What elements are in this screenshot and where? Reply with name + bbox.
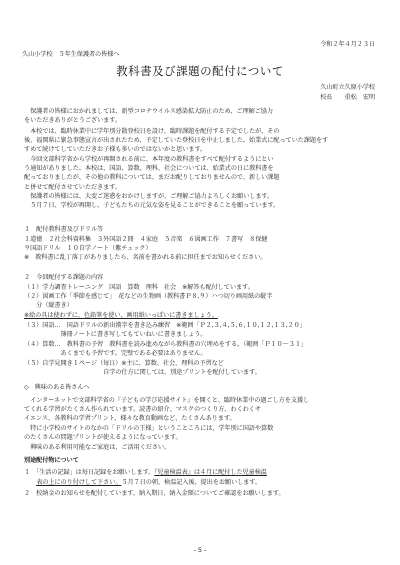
intro-line: 本校では、臨時休業中に学年別分散登校日を設け、臨時課題を配付する予定でしたが、その xyxy=(24,128,280,135)
list-item: （４）算数… 教科書の予習 教科書を読み進めながら教科書の穴埋めをする。（範囲「Ｐ１０～３１」 xyxy=(24,341,308,348)
list-item: 簿冊ノートに書き写してもていねいに書きましょう。 xyxy=(24,331,207,338)
list-item: あくまでも予習です。完璧である必要はありません。 xyxy=(24,350,207,357)
intro-line: 保護者の皆様には、大変ご迷惑をおかけしますが、ご理解ご協力よろしくお願いします。 xyxy=(24,193,274,200)
intro-line: すめて続けてしていただきお子様も多いのではないかと思います。 xyxy=(24,146,207,153)
list-item: （２）図画工作「季節を感じて」 花などの生物画（教科書Ｐ８,９）ハつ切り画用紙の縦半 xyxy=(24,293,273,300)
page-number: - 5 - xyxy=(193,546,207,554)
date: 令和２年４月２３日 xyxy=(320,41,375,48)
list-item-text: 表の上にのり付けして下さい。 xyxy=(36,479,122,486)
paragraph-line: イエンス、各教科の学習プリント、様々な教育動画など、たくさんあります。 xyxy=(24,415,236,422)
page-title: 教科書及び課題の配付について xyxy=(116,64,284,78)
intro-line: をいただきありがとうございます。 xyxy=(24,117,121,124)
section-note: ※ 教科書に乱丁落丁がありましたら、名前を書かれる前に担任までお知らせください。 xyxy=(24,254,267,261)
intro-line: と併せて配付させていただきます。 xyxy=(24,184,121,191)
paragraph-line: インターネットで文部科学省の『子どもの学び応援サイト』を開くと、臨時休業中の過ごし方を支援し xyxy=(24,397,310,404)
paragraph-line: 興味のある利用可能なご家庭は、ご活用ください。 xyxy=(24,444,171,451)
addressee: 久山小学校 ５年生保護者の皆様へ xyxy=(22,51,120,58)
section-heading: １ 配付教科書及びドリル等 xyxy=(24,226,104,233)
list-item: 自学の仕方に関しては、別途プリントを配付しています。 xyxy=(24,369,261,376)
list-item-text: ５月７日の朝、検温記入後、提出をお願いします。 xyxy=(121,479,261,486)
paragraph-line: 特に小学校のサイトのなかの「ドリルの王様」ということころには、学年別に国語や算数 xyxy=(24,425,274,432)
list-item-text: １ 「生活の記録」は毎日記録をお願いします。 xyxy=(24,469,155,476)
intro-line: 配っておりましたが、その他の教科については、まだお配りしておりませんので、新しい課題 xyxy=(24,174,280,181)
paragraph-line: のたくさんの問題プリントが使えるようになっています。 xyxy=(24,434,182,441)
principal-name: 校長 重松 宏明 xyxy=(320,94,375,101)
list-item: （５）自学見開き１ページ（毎日）※主に、算数、社会、理科の予習など xyxy=(24,360,224,367)
paragraph-line: てくれる学習がたくさん作られています。読書の紹介、マスクのつくり方、わくわくサ xyxy=(24,406,261,413)
list-item: ９国語ドリル １０自学ノート（紫チェック） xyxy=(24,245,152,252)
intro-line: 今回文部科学省から学校が再開される前に、本年度の教科書をすべて配付するようにとい xyxy=(24,156,274,163)
list-item: （１）学力調査トレーニング 国語 算数 理科 社会 ※解答も配付しています。 xyxy=(24,284,254,291)
intro-line: 後、福岡県に緊急事態宣言が出されたため、予定していた登校日を中止しました。始業式に配っていた課題をす xyxy=(24,137,329,144)
school-name: 久山町立久原小学校 xyxy=(320,84,375,91)
section-heading: ２ 今回配付する課題の内容 xyxy=(24,274,104,281)
list-item xyxy=(24,469,267,477)
list-item-text: 『児童検温表』は４月に配付した児童検温 xyxy=(154,469,267,476)
section-heading: 別途配付物について xyxy=(24,457,79,464)
intro-line: 保護者の皆様におかれましては、新型コロナウイルス感染拡大防止のため、ご理解ご協力 xyxy=(24,108,273,115)
section-heading: ◇ 興味のある皆さんへ xyxy=(24,384,90,391)
list-item: １道徳 ２社会科資料集 ３外国語２冊 ４家庭 ５音楽 ６図画工作 ７書写 ８保健 xyxy=(24,236,268,243)
list-item: 分（縦書き） xyxy=(24,302,73,309)
intro-line: ５月７日、学校が再開し、子どもたちの元気な姿を見ることができることを願っています。 xyxy=(24,202,280,209)
list-item: （３）国語… 国語ドリルの新出漢字を書き込み練習 ※範囲「Ｐ２,３,４,５,６,１０,１２,１３,２０」 xyxy=(24,322,306,329)
list-item: ２ 校納金のお知らせを配付しています。納入期日、納入金額についてご確認をお願いします。 xyxy=(24,490,285,497)
intro-line: う通知がありました。本校は、国語、算数、理科、社会については、始業式の日に教科書を xyxy=(24,165,274,172)
list-item: ※絵の具は使わずに、色鉛筆を使い、画用紙いっぱいに書きましょう。 xyxy=(24,312,218,319)
list-item xyxy=(24,479,261,487)
